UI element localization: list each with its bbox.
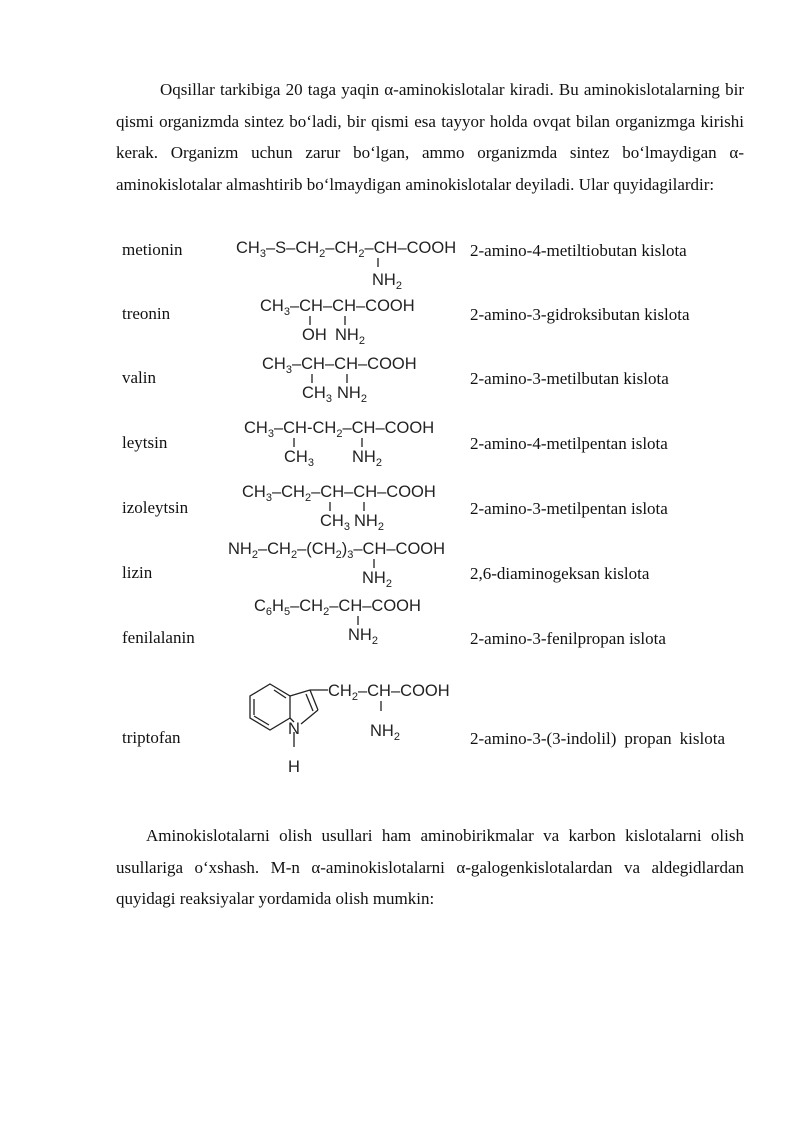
indole-ring-structure (244, 672, 464, 782)
ring-hydrogen-label: H (288, 758, 300, 776)
amino-acid-name: valin (122, 368, 156, 387)
outro-paragraph: Aminokislotalarni olish usullari ham aminobirikmalar va karbon kislotalarni olish usullariga o‘xshash. M-n α-aminokislotalarni α-galogenkislotalardan va aldegidlardan quyidagi reaksiyalar yordamida olish mumkin: (116, 826, 744, 908)
formula-lizin (228, 533, 468, 598)
amino-acid-row-fenilalanin (0, 590, 800, 650)
svg-text:CH3–CH–CH–COOH: $CH_3-CH-CH$–COOH (262, 355, 417, 376)
formula-valin (228, 348, 468, 413)
amino-acid-row-triptofan (0, 672, 800, 792)
formula-triptofan (244, 672, 464, 787)
svg-text:CH3–CH-CH2–CH–COOH: $CH_3-CH-CH_2-CH$–COOH (244, 419, 435, 440)
systematic-name: 2-amino-3-(3-indolil) propan kislota (470, 729, 725, 748)
amino-acid-row-metionin (0, 232, 800, 292)
svg-text:NH2: $NH_2$ (335, 326, 365, 347)
amino-acid-name: metionin (122, 240, 183, 259)
amino-acid-row-treonin (0, 294, 800, 354)
systematic-name: 2-amino-4-metilpentan islota (470, 434, 668, 453)
ring-nitrogen-label: N (288, 720, 300, 738)
formula-metionin (228, 232, 468, 297)
amino-acid-row-izoleytsin (0, 476, 800, 536)
systematic-name: 2-amino-3-metilbutan kislota (470, 369, 669, 388)
amino-acid-name: treonin (122, 304, 171, 323)
svg-text:NH2: $NH_2$ (348, 626, 378, 647)
svg-text:NH2: $NH_2$ (337, 384, 367, 405)
intro-paragraph: Oqsillar tarkibiga 20 taga yaqin α-aminokislotalar kiradi. Bu aminokislotalarning bir qismi organizmda sintez bo‘ladi, bir qismi esa tayyor holda ovqat bilan organizmga kirishi kerak. Organizm uchun zarur bo‘lgan, ammo organizmda sintez bo‘lmaydigan α-aminokislotalar almashtirib bo‘lmaydigan aminokislotalar deyiladi. Ular quyidagilardir: (116, 80, 744, 194)
amino-acid-row-valin (0, 348, 800, 408)
svg-text:CH3: $CH_3$ (302, 384, 332, 405)
formula-leytsin (228, 412, 468, 477)
systematic-name: 2-amino-3-fenilpropan islota (470, 629, 666, 648)
formula-fenilalanin (228, 590, 468, 655)
svg-text:NH2–CH2–(CH2)3–CH–COOH: $NH_2-CH_2-(CH_2)_3-CH$–COOH (228, 540, 446, 561)
svg-text:CH3–CH2–CH–CH–COOH: $CH_3-CH_2-CH-CH$–COOH (242, 483, 436, 504)
svg-text:NH2: $NH_2$ (352, 448, 382, 469)
svg-text:CH3–S–CH2–CH2–CH–COOH: $CH_3-S-CH_2-CH_2-CH$–COOH (236, 239, 457, 260)
amino-acid-row-leytsin (0, 412, 800, 472)
svg-text:C6H5–CH2–CH–COOH: $C_6H_5-CH_2-CH$–COOH (254, 597, 421, 618)
formula-izoleytsin (228, 476, 468, 541)
svg-text:NH2: $NH_2$ (370, 722, 400, 743)
amino-acid-name: leytsin (122, 433, 168, 452)
svg-text:CH3–CH–CH–COOH: $CH_3-CH-CH$–COOH (260, 297, 415, 318)
svg-text:CH3: $CH_3$ (320, 512, 350, 533)
amino-acid-name: triptofan (122, 728, 181, 747)
svg-text:NH2: $NH_2$ (362, 569, 392, 590)
svg-text:NH2: $NH_2$ (372, 271, 402, 292)
systematic-name: 2-amino-3-gidroksibutan kislota (470, 305, 690, 324)
amino-acid-name: izoleytsin (122, 498, 189, 517)
systematic-name: 2-amino-4-metiltiobutan kislota (470, 241, 687, 260)
amino-acid-name: fenilalanin (122, 628, 195, 647)
systematic-name: 2,6-diaminogeksan kislota (470, 564, 650, 583)
svg-text:CH2–CH–COOH: $CH_2-CH$–COOH (328, 682, 450, 703)
svg-text:OH: OH (302, 326, 327, 344)
amino-acid-row-lizin (0, 533, 800, 593)
amino-acid-name: lizin (122, 563, 153, 582)
svg-text:CH3: $CH_3$ (284, 448, 314, 469)
svg-text:NH2: $NH_2$ (354, 512, 384, 533)
systematic-name: 2-amino-3-metilpentan islota (470, 499, 668, 518)
